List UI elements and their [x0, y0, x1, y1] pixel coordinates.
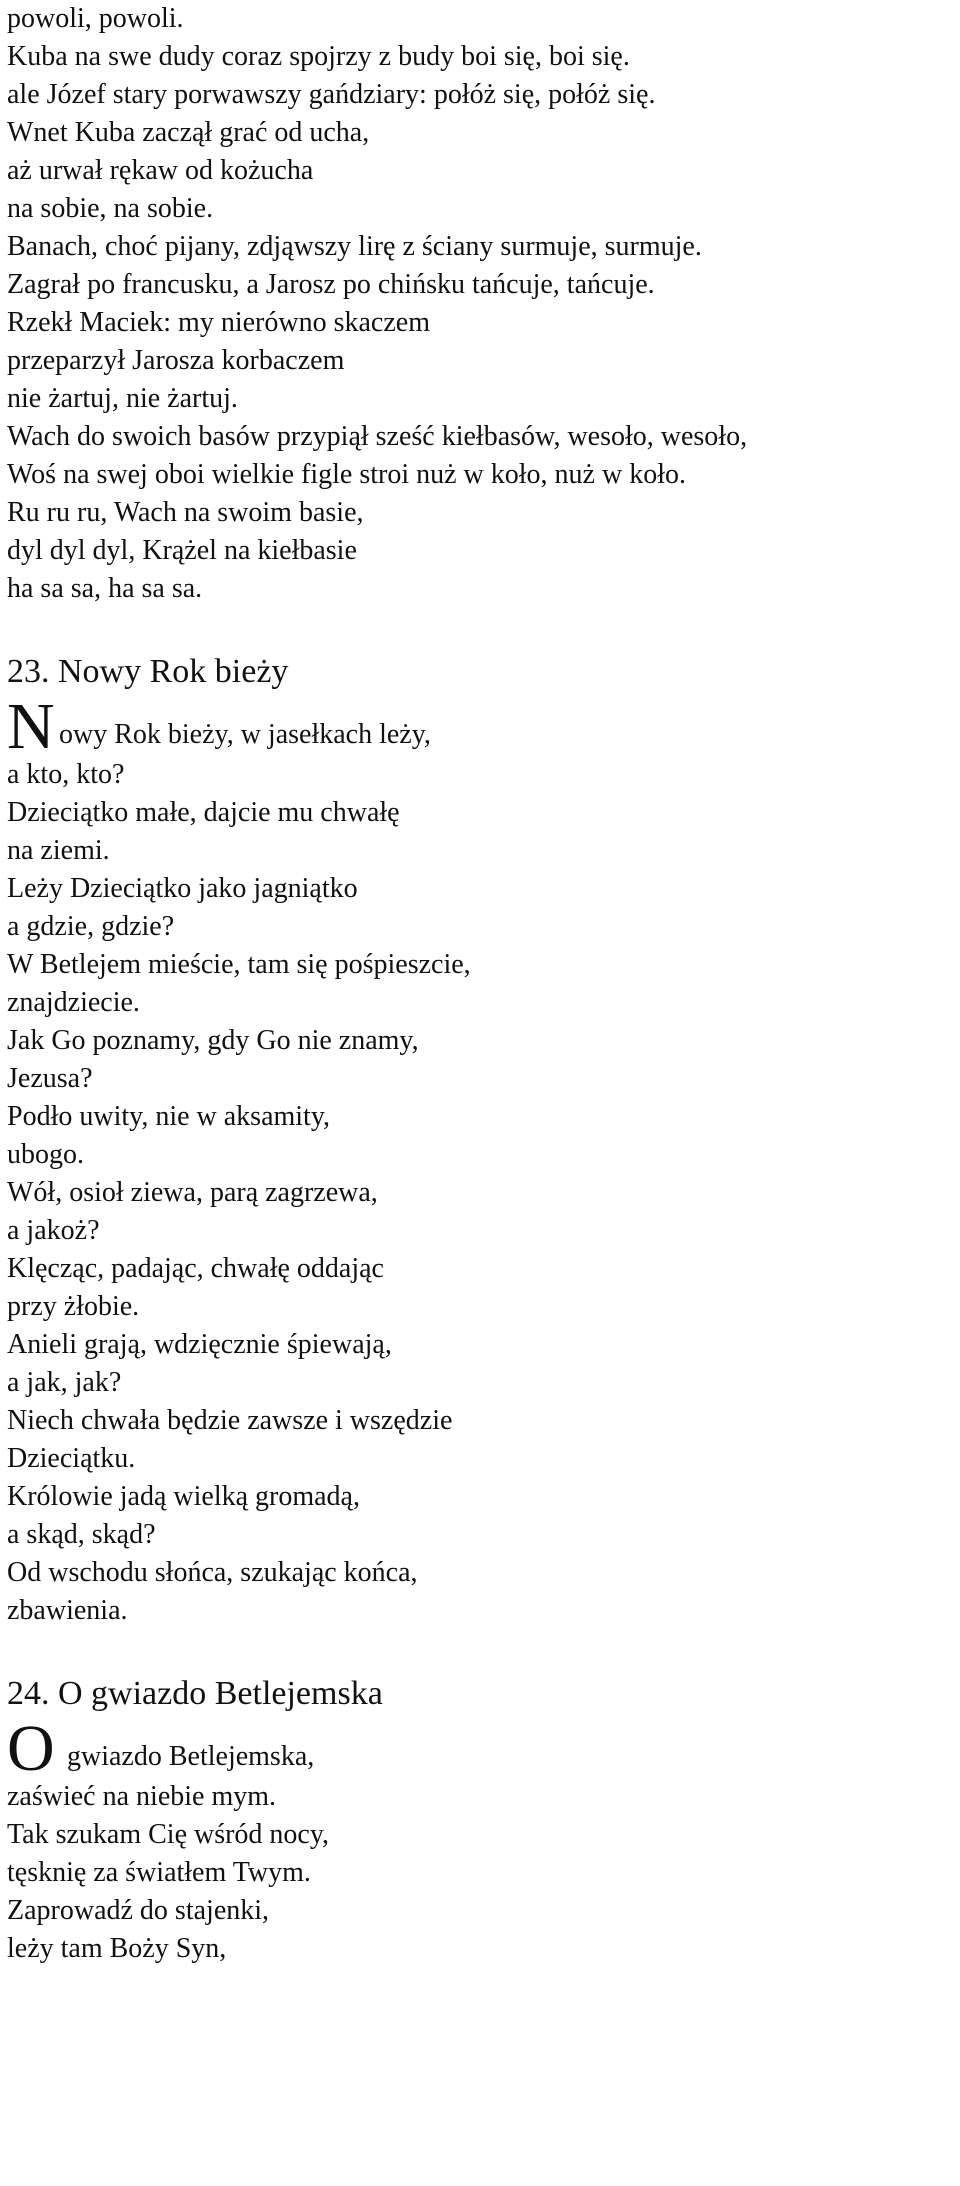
- text-line: nie żartuj, nie żartuj.: [7, 383, 238, 414]
- text-line: tęsknię za światłem Twym.: [7, 1857, 311, 1888]
- text-line: a jakoż?: [7, 1215, 100, 1246]
- song-heading: 24. O gwiazdo Betlejemska: [7, 1675, 383, 1712]
- text-line: Dzieciątko małe, dajcie mu chwałę: [7, 797, 400, 828]
- text-line: Rzekł Maciek: my nierówno skaczem: [7, 307, 430, 338]
- text-line: ha sa sa, ha sa sa.: [7, 573, 203, 604]
- song-24: [7, 1672, 953, 1968]
- first-line-rest: owy Rok bieży, w jasełkach leży,: [59, 719, 431, 750]
- drop-cap: N: [7, 690, 55, 763]
- text-line: Wach do swoich basów przypiął sześć kiełbasów, wesoło, wesoło,: [7, 421, 748, 452]
- text-line: Jezusa?: [7, 1063, 93, 1094]
- song-heading: 23. Nowy Rok bieży: [7, 653, 289, 690]
- text-line: na ziemi.: [7, 835, 110, 866]
- text-line: Woś na swej oboi wielkie figle stroi nuż w koło, nuż w koło.: [7, 459, 686, 490]
- text-line: przy żłobie.: [7, 1291, 140, 1322]
- text-line: leży tam Boży Syn,: [7, 1933, 227, 1964]
- text-line: Od wschodu słońca, szukając końca,: [7, 1557, 418, 1588]
- text-line: a kto, kto?: [7, 759, 125, 790]
- text-line: Dzieciątku.: [7, 1443, 136, 1474]
- song-23: [7, 650, 953, 1630]
- text-line: Zaprowadź do stajenki,: [7, 1895, 270, 1926]
- text-line: zbawienia.: [7, 1595, 128, 1626]
- verse-block-previous-carol: [7, 0, 953, 608]
- first-line-with-drop-cap: [7, 690, 953, 763]
- text-line: na sobie, na sobie.: [7, 193, 214, 224]
- text-line: Wół, osioł ziewa, parą zagrzewa,: [7, 1177, 378, 1208]
- text-line: Wnet Kuba zaczął grać od ucha,: [7, 117, 370, 148]
- first-line-rest: gwiazdo Betlejemska,: [67, 1741, 315, 1772]
- text-line: a jak, jak?: [7, 1367, 122, 1398]
- text-line: Kuba na swe dudy coraz spojrzy z budy boi się, boi się.: [7, 41, 630, 72]
- text-line: Niech chwała będzie zawsze i wszędzie: [7, 1405, 453, 1436]
- section-spacer: [7, 1630, 953, 1664]
- text-line: dyl dyl dyl, Krążel na kiełbasie: [7, 535, 357, 566]
- text-line: aż urwał rękaw od kożucha: [7, 155, 314, 186]
- text-line: Królowie jadą wielką gromadą,: [7, 1481, 360, 1512]
- text-line: a gdzie, gdzie?: [7, 911, 175, 942]
- text-line: Tak szukam Cię wśród nocy,: [7, 1819, 330, 1850]
- text-line: W Betlejem mieście, tam się pośpieszcie,: [7, 949, 471, 980]
- text-line: ale Józef stary porwawszy gańdziary: połóż się, połóż się.: [7, 79, 656, 110]
- text-line: zaświeć na niebie mym.: [7, 1781, 277, 1812]
- text-line: a skąd, skąd?: [7, 1519, 156, 1550]
- first-line-with-drop-cap: [7, 1712, 953, 1785]
- text-line: Zagrał po francusku, a Jarosz po chińsku tańcuje, tańcuje.: [7, 269, 655, 300]
- text-line: Leży Dzieciątko jako jagniątko: [7, 873, 358, 904]
- section-spacer: [7, 608, 953, 642]
- text-line: Podło uwity, nie w aksamity,: [7, 1101, 331, 1132]
- text-line: Banach, choć pijany, zdjąwszy lirę z ściany surmuje, surmuje.: [7, 231, 702, 262]
- document-page: [7, 0, 953, 1968]
- text-line: Ru ru ru, Wach na swoim basie,: [7, 497, 364, 528]
- text-line: znajdziecie.: [7, 987, 140, 1018]
- text-line: przeparzył Jarosza korbaczem: [7, 345, 345, 376]
- text-line: powoli, powoli.: [7, 3, 184, 34]
- text-line: Anieli grają, wdzięcznie śpiewają,: [7, 1329, 392, 1360]
- text-line: ubogo.: [7, 1139, 84, 1170]
- text-line: Klęcząc, padając, chwałę oddając: [7, 1253, 384, 1284]
- text-line: Jak Go poznamy, gdy Go nie znamy,: [7, 1025, 419, 1056]
- drop-cap: O: [7, 1712, 55, 1785]
